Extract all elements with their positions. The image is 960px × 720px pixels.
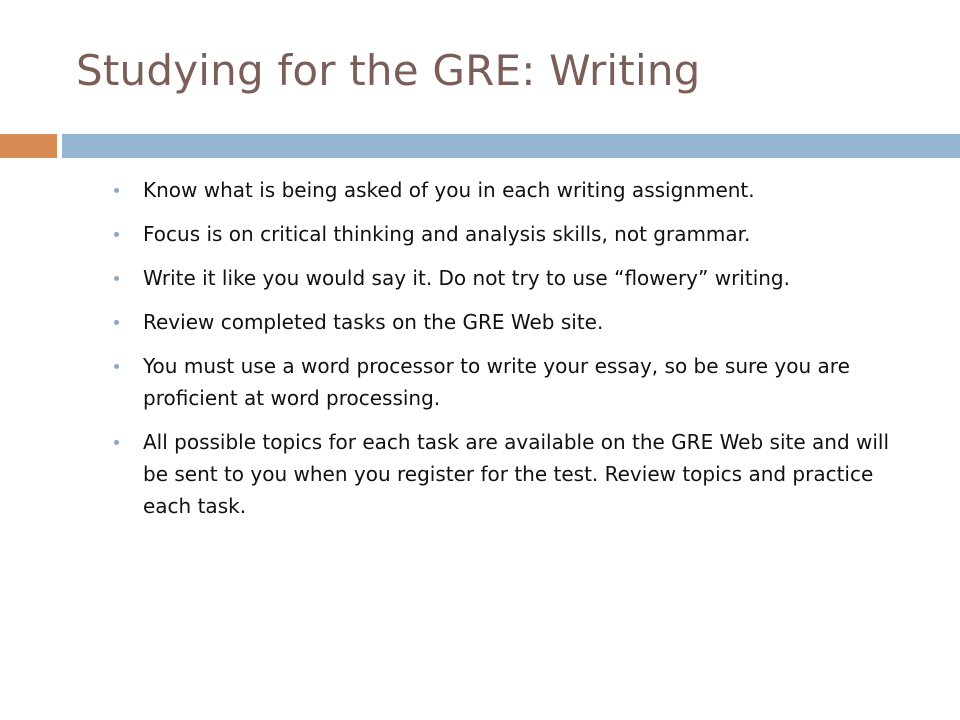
bullet-item [112, 306, 902, 338]
bullet-dot-icon [114, 440, 119, 445]
bullet-item [112, 174, 902, 206]
bullet-text: Write it like you would say it. Do not try to use “flowery” writing. [143, 266, 790, 290]
bullet-text: Know what is being asked of you in each writing assignment. [143, 178, 755, 202]
slide-title: Studying for the GRE: Writing [76, 46, 701, 95]
bullet-text: All possible topics for each task are available on the GRE Web site and will be sent to you when you register for the test. Review topics and practice each task. [143, 430, 890, 518]
title-divider-accent [0, 134, 57, 158]
title-divider-bar [62, 134, 960, 158]
bullet-text: Focus is on critical thinking and analysis skills, not grammar. [143, 222, 751, 246]
bullet-dot-icon [114, 364, 119, 369]
bullet-dot-icon [114, 320, 119, 325]
bullet-list [112, 174, 902, 534]
bullet-text: You must use a word processor to write your essay, so be sure you are proficient at word processing. [143, 354, 850, 410]
bullet-item [112, 218, 902, 250]
bullet-text: Review completed tasks on the GRE Web site. [143, 310, 604, 334]
bullet-dot-icon [114, 232, 119, 237]
bullet-dot-icon [114, 188, 119, 193]
bullet-dot-icon [114, 276, 119, 281]
bullet-item [112, 262, 902, 294]
bullet-item [112, 426, 902, 522]
bullet-item [112, 350, 902, 414]
